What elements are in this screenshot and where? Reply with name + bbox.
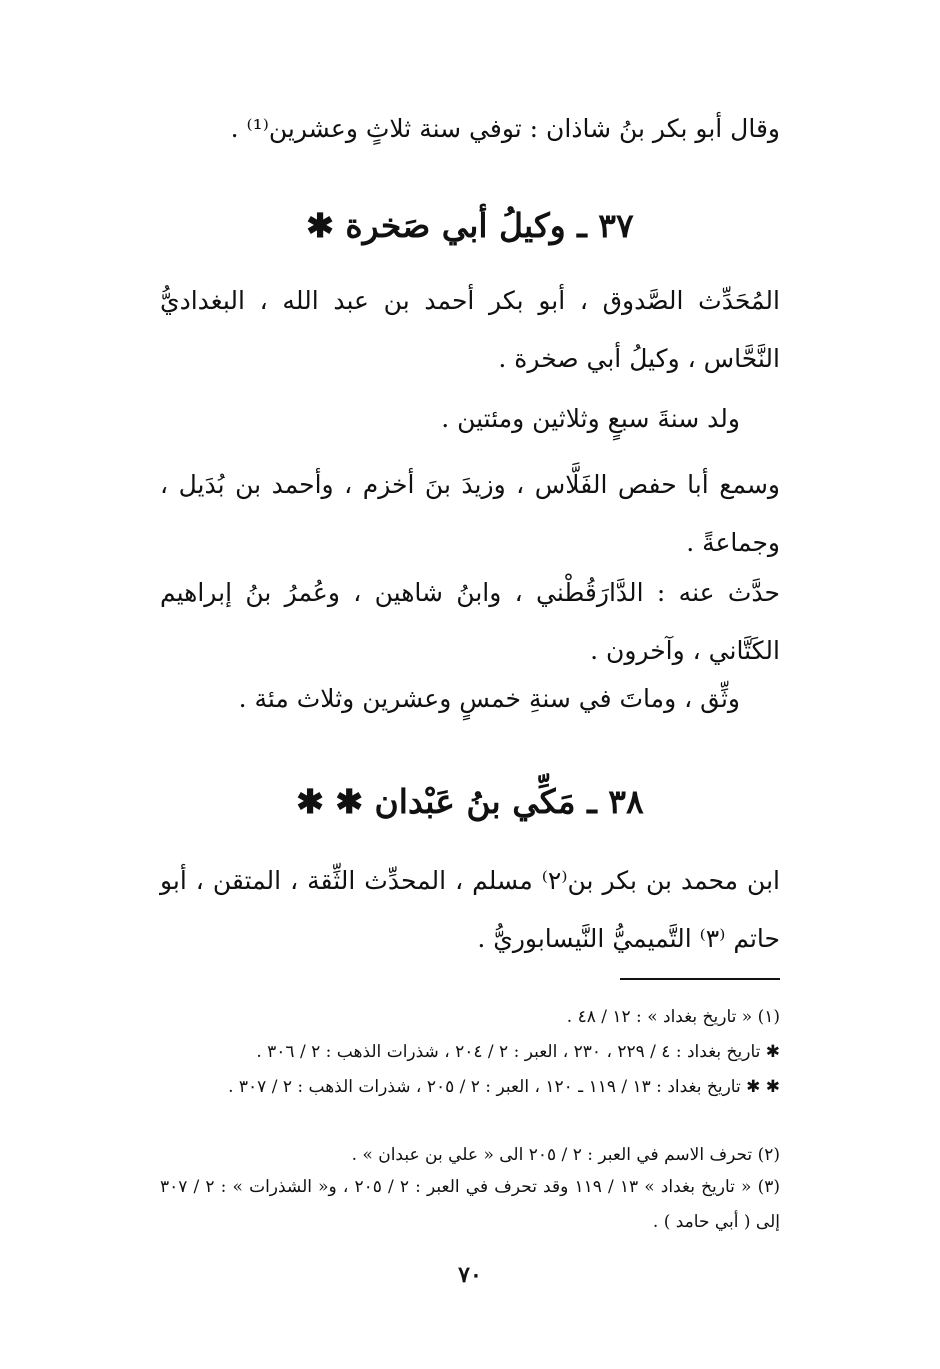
page-number: ٧٠ [458,1262,482,1288]
entry-37-heading: ٣٧ ـ وكيلُ أبي صَخرة ✱ [306,206,634,245]
footnote-3: (٣) « تاريخ بغداد » ١٣ / ١١٩ وقد تحرف في العبر : ٢ / ٢٠٥ ، و« الشذرات » : ٢ / ٣٠٧ إلى ( أبي حامد ) . [160,1177,780,1232]
entry-37-paragraph-3: وسمع أبا حفص الفَلَّاس ، وزيدَ بنَ أخزم ، وأحمد بن بُدَيل ، وجماعةً . [160,470,780,557]
entry-37-paragraph-1: المُحَدِّث الصَّدوق ، أبو بكر أحمد بن عبد الله ، البغداديُّ النَّحَّاس ، وكيلُ أبي صخرة . [160,286,780,373]
footnote-separator [620,978,780,980]
footnote-1: (١) « تاريخ بغداد » : ١٢ / ٤٨ . [566,1007,780,1027]
footnote-star: ✱ تاريخ بغداد : ٤ / ٢٢٩ ، ٢٣٠ ، العبر : ٢ / ٢٠٤ ، شذرات الذهب : ٢ / ٣٠٦ . [256,1042,780,1062]
entry-38-paragraph-1: ابن محمد بن بكر بن⁽٢⁾ مسلم ، المحدِّث الثِّقة ، المتقن ، أبو حاتم ⁽٣⁾ التَّميميُّ النَّيسابوريُّ . [160,866,780,953]
entry-38-heading: ٣٨ ـ مَكِّي بنُ عَبْدان ✱ ✱ [296,782,644,821]
entry-37-paragraph-2: ولد سنةَ سبعٍ وثلاثين ومئتين . [441,404,740,433]
entry-37-paragraph-5: وثِّق ، وماتَ في سنةِ خمسٍ وعشرين وثلاث مئة . [238,684,740,713]
entry-37-paragraph-4: حدَّث عنه : الدَّارَقُطْني ، وابنُ شاهين ، وعُمرُ بنُ إبراهيم الكَتَّاني ، وآخرون . [160,578,780,665]
footnote-2: (٢) تحرف الاسم في العبر : ٢ / ٢٠٥ الى « علي بن عبدان » . [351,1145,780,1165]
intro-line: وقال أبو بكر بنُ شاذان : توفي سنة ثلاثٍ وعشرين⁽¹⁾ . [230,114,780,143]
footnote-double-star: ✱ ✱ تاريخ بغداد : ١٣ / ١١٩ ـ ١٢٠ ، العبر : ٢ / ٢٠٥ ، شذرات الذهب : ٢ / ٣٠٧ . [228,1077,780,1097]
